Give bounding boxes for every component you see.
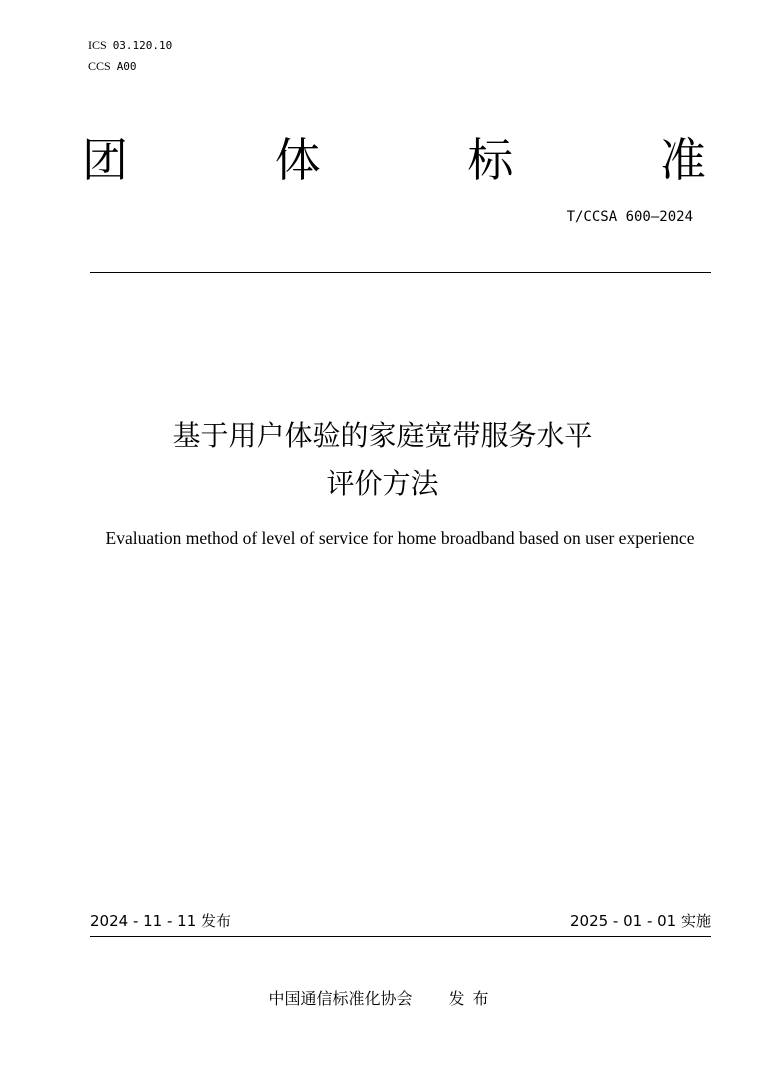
ics-code: 03.120.10 (112, 39, 173, 52)
ccs-label: CCS (88, 59, 111, 73)
chinese-title-line-1: 基于用户体验的家庭宽带服务水平 (172, 419, 593, 452)
implementation-date: 2025 - 01 - 01 实施 (569, 912, 711, 930)
header-char-4: 准 (659, 133, 706, 187)
english-title: Evaluation method of level of service for home broadband based on user experience (105, 528, 695, 548)
publisher-line (0, 988, 765, 1010)
standard-type-header (82, 130, 706, 190)
publisher-organization: 中国通信标准化协会 (268, 989, 413, 1008)
ccs-code: A00 (116, 60, 137, 73)
header-char-3: 标 (467, 133, 514, 187)
header-char-1: 团 (82, 133, 128, 187)
header-char-2: 体 (274, 133, 321, 187)
standard-number: T/CCSA 600—2024 (566, 209, 693, 225)
chinese-title-line-2: 评价方法 (326, 467, 439, 500)
publish-date: 2024 - 11 - 11 发布 (90, 912, 232, 930)
ccs-classification (88, 59, 137, 74)
bottom-divider (90, 936, 711, 937)
ics-classification (88, 38, 172, 53)
top-divider (90, 272, 711, 273)
ics-label: ICS (88, 38, 107, 52)
publisher-action: 发布 (448, 989, 497, 1008)
